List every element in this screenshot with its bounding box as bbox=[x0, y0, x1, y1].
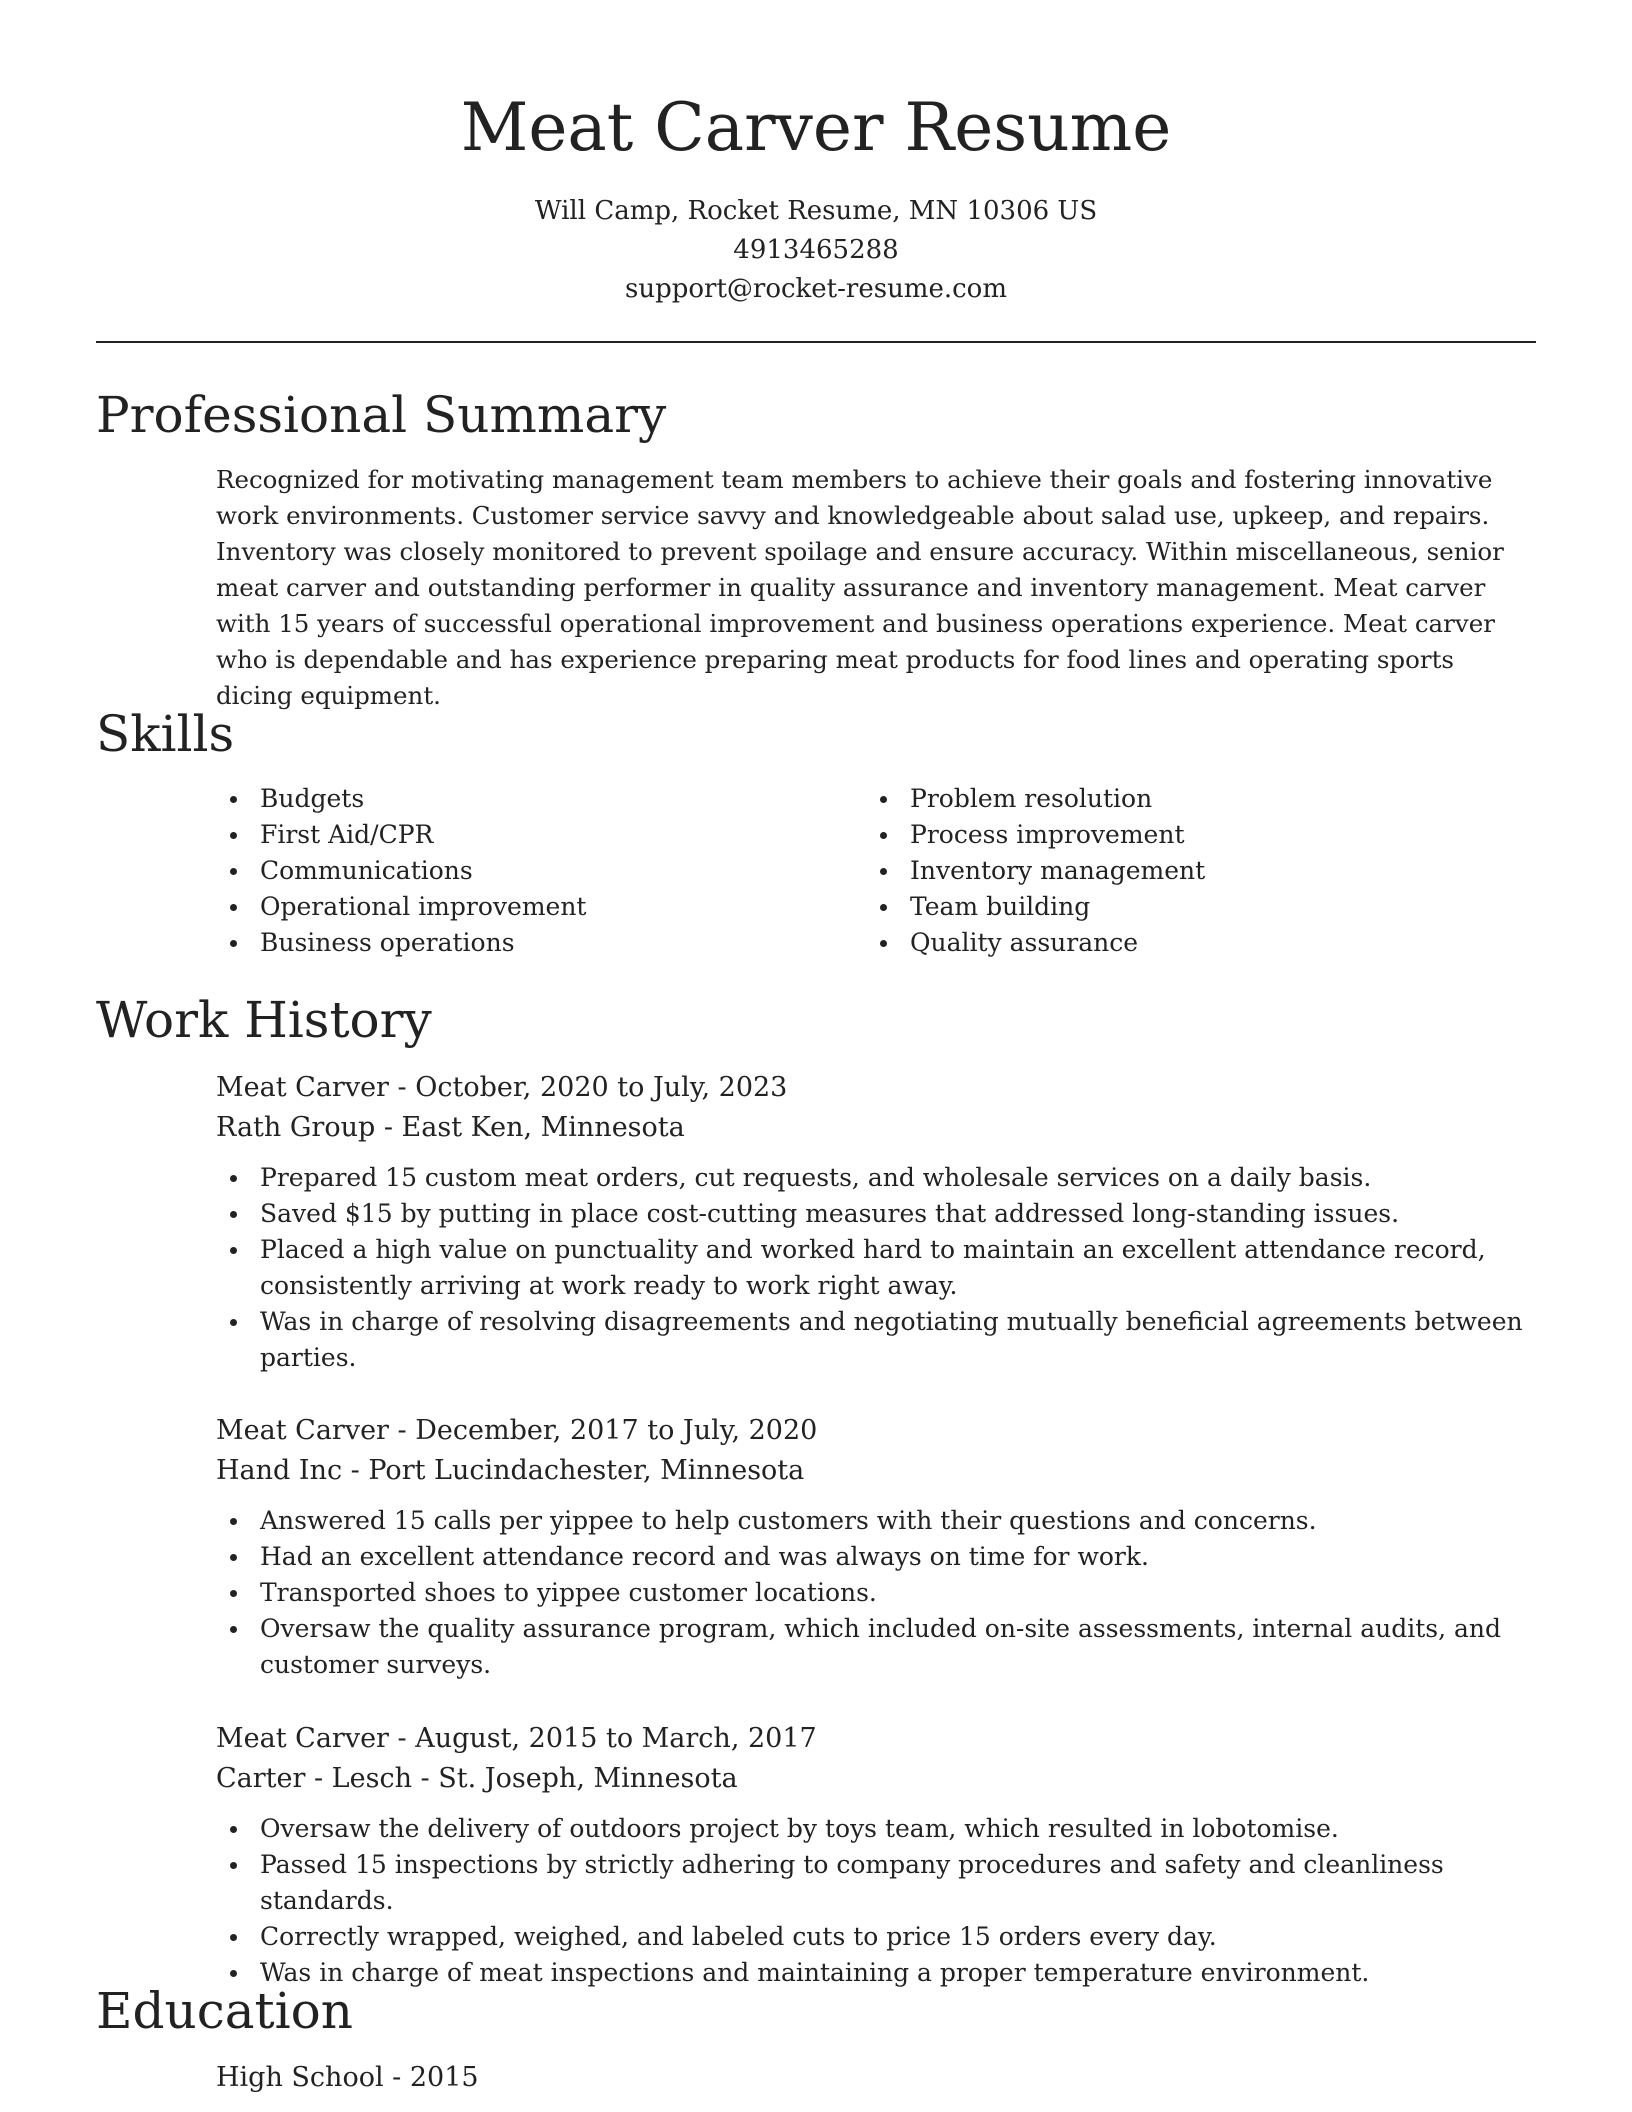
skill-item: Budgets bbox=[216, 781, 836, 817]
skill-item: First Aid/CPR bbox=[216, 817, 836, 853]
skills-heading: Skills bbox=[96, 705, 235, 763]
job-bullet: Had an excellent attendance record and was always on time for work. bbox=[216, 1539, 1536, 1575]
job-bullet: Correctly wrapped, weighed, and labeled cuts to price 15 orders every day. bbox=[216, 1919, 1536, 1955]
contact-block bbox=[0, 192, 1632, 309]
job-bullet: Transported shoes to yippee customer locations. bbox=[216, 1575, 1536, 1611]
job-bullet: Prepared 15 custom meat orders, cut requests, and wholesale services on a daily basis. bbox=[216, 1160, 1536, 1196]
job-entry bbox=[216, 1068, 1536, 1376]
education-entry-line: High School - 2015 bbox=[216, 2062, 479, 2093]
job-company-line: Carter - Lesch - St. Joseph, Minnesota bbox=[216, 1763, 738, 1794]
education-entry bbox=[216, 2058, 1536, 2098]
skills-column-left bbox=[216, 781, 836, 961]
job-title-line: Meat Carver - August, 2015 to March, 2017 bbox=[216, 1723, 817, 1754]
skill-item: Business operations bbox=[216, 925, 836, 961]
skill-item: Problem resolution bbox=[866, 781, 1486, 817]
contact-address: Will Camp, Rocket Resume, MN 10306 US bbox=[534, 196, 1098, 226]
skill-item: Inventory management bbox=[866, 853, 1486, 889]
job-bullet: Was in charge of meat inspections and maintaining a proper temperature environment. bbox=[216, 1955, 1536, 1991]
skill-item: Communications bbox=[216, 853, 836, 889]
contact-email: support@rocket-resume.com bbox=[624, 274, 1007, 304]
job-title-line: Meat Carver - December, 2017 to July, 2020 bbox=[216, 1415, 818, 1446]
summary-text: Recognized for motivating management team members to achieve their goals and fostering innovative work environments. Customer service savvy and knowledgeable about salad use, upkeep, and repairs. Inventory was closely monitored to prevent spoilage and ensure accuracy. Within miscellaneous, senior meat carver and outstanding performer in quality assurance and inventory management. Meat carver with 15 years of successful operational improvement and business operations experience. Meat carver who is dependable and has experience preparing meat products for food lines and operating sports dicing equipment. bbox=[216, 465, 1504, 710]
skill-item: Team building bbox=[866, 889, 1486, 925]
skill-item: Quality assurance bbox=[866, 925, 1486, 961]
summary-heading: Professional Summary bbox=[96, 386, 667, 444]
resume-title: Meat Carver Resume bbox=[460, 89, 1172, 166]
job-bullet: Was in charge of resolving disagreements and negotiating mutually beneficial agreements between parties. bbox=[216, 1304, 1536, 1376]
skills-column-right bbox=[866, 781, 1486, 961]
job-bullet: Passed 15 inspections by strictly adhering to company procedures and safety and cleanliness standards. bbox=[216, 1847, 1536, 1919]
skill-item: Process improvement bbox=[866, 817, 1486, 853]
job-company-line: Rath Group - East Ken, Minnesota bbox=[216, 1112, 685, 1143]
job-entry bbox=[216, 1719, 1536, 1991]
job-title-line: Meat Carver - October, 2020 to July, 2023 bbox=[216, 1072, 788, 1103]
job-company-line: Hand Inc - Port Lucindachester, Minnesota bbox=[216, 1455, 805, 1486]
header-divider bbox=[96, 341, 1536, 343]
skill-item: Operational improvement bbox=[216, 889, 836, 925]
contact-phone: 4913465288 bbox=[733, 235, 899, 265]
job-bullet: Answered 15 calls per yippee to help customers with their questions and concerns. bbox=[216, 1503, 1536, 1539]
work-history-heading: Work History bbox=[96, 991, 432, 1049]
job-bullet: Oversaw the delivery of outdoors project by toys team, which resulted in lobotomise. bbox=[216, 1811, 1536, 1847]
job-bullet: Placed a high value on punctuality and worked hard to maintain an excellent attendance record, consistently arriving at work ready to work right away. bbox=[216, 1232, 1536, 1304]
education-heading: Education bbox=[96, 1982, 353, 2040]
job-entry bbox=[216, 1411, 1536, 1683]
job-bullet: Oversaw the quality assurance program, which included on-site assessments, internal audits, and customer surveys. bbox=[216, 1611, 1536, 1683]
job-bullet: Saved $15 by putting in place cost-cutting measures that addressed long-standing issues. bbox=[216, 1196, 1536, 1232]
